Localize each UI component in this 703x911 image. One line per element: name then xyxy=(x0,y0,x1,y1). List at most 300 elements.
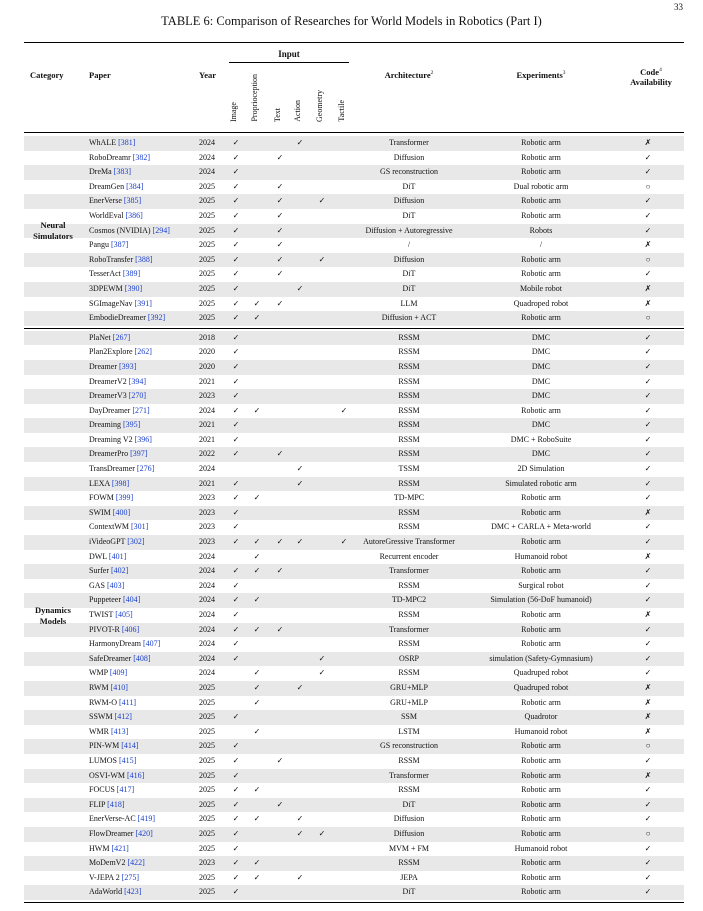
code-header-line1: Code$^4$ xyxy=(640,66,662,77)
paper-name: EnerVerse-AC xyxy=(89,814,136,824)
code-availability-cell: ✓ xyxy=(644,420,652,430)
citation-link[interactable]: [270] xyxy=(128,391,147,401)
year-cell: 2025 xyxy=(199,872,215,882)
architecture-cell: JEPA xyxy=(400,872,418,882)
architecture-cell: Diffusion + ACT xyxy=(381,313,437,323)
experiments-cell: Humanoid robot xyxy=(514,551,568,561)
citation-link[interactable]: [294] xyxy=(152,225,170,235)
input-group-header: Input xyxy=(278,49,300,59)
text-cell: ✓ xyxy=(276,537,284,547)
action-cell: ✓ xyxy=(296,283,304,293)
citation-link[interactable]: [395] xyxy=(123,420,141,430)
paper-cell xyxy=(89,535,145,550)
paper-cell xyxy=(89,360,136,375)
citation-link[interactable]: [415] xyxy=(119,755,137,765)
table-row xyxy=(24,282,684,297)
proprioception-cell: ✓ xyxy=(253,872,261,882)
image-cell: ✓ xyxy=(232,254,240,264)
citation-link[interactable]: [276] xyxy=(136,464,155,474)
proprioception-cell: ✓ xyxy=(253,785,261,795)
image-cell: ✓ xyxy=(232,138,240,147)
paper-name: Dreaming xyxy=(89,420,121,430)
code-availability-cell: ✗ xyxy=(644,712,652,722)
table-row xyxy=(24,827,684,842)
tactile-cell: ✓ xyxy=(340,405,348,415)
paper-name: DreamerV2 xyxy=(89,376,127,386)
citation-link[interactable]: [409] xyxy=(109,668,128,678)
paper-cell xyxy=(89,754,136,769)
category-label-line2: Models xyxy=(39,615,67,626)
year-cell: 2025 xyxy=(199,697,215,707)
paper-name: WhALE xyxy=(89,138,117,147)
citation-link[interactable]: [423] xyxy=(124,887,142,897)
code-availability-cell: ✓ xyxy=(644,405,652,415)
tactile-column-header: Tactile xyxy=(337,100,346,122)
table-row xyxy=(24,798,684,813)
code-availability-cell: ✓ xyxy=(644,225,652,235)
paper-cell xyxy=(89,253,152,268)
experiments-cell: Robotic arm xyxy=(521,537,561,547)
paper-name: Pangu xyxy=(89,240,109,250)
paper-name: Plan2Explore xyxy=(89,347,133,357)
citation-link[interactable]: [414] xyxy=(121,741,139,751)
text-cell: ✓ xyxy=(276,254,284,264)
paper-cell xyxy=(89,696,136,711)
citation-link[interactable]: [398] xyxy=(111,478,130,488)
proprioception-cell: ✓ xyxy=(253,697,261,707)
image-cell: ✓ xyxy=(232,361,240,371)
code-availability-cell: ✓ xyxy=(644,269,652,279)
image-cell: ✓ xyxy=(232,347,240,357)
paper-cell xyxy=(89,681,128,696)
citation-link[interactable]: [405] xyxy=(115,610,133,619)
image-cell: ✓ xyxy=(232,298,240,308)
paper-name: SGImageNav xyxy=(89,298,133,308)
experiments-cell: Robotic arm xyxy=(521,313,561,323)
architecture-cell: DiT xyxy=(402,210,416,220)
architecture-cell: Diffusion xyxy=(393,828,425,838)
year-cell: 2025 xyxy=(199,785,215,795)
paper-cell xyxy=(89,136,135,151)
proprioception-cell: ✓ xyxy=(253,313,261,323)
proprioception-cell: ✓ xyxy=(253,493,261,503)
citation-link[interactable]: [301] xyxy=(131,522,149,532)
paper-name: RoboTransfer xyxy=(89,254,134,264)
code-availability-cell: ✓ xyxy=(644,449,652,459)
experiments-cell: DMC xyxy=(531,332,551,342)
citation-link[interactable]: [416] xyxy=(127,770,145,780)
paper-cell xyxy=(89,885,141,900)
experiments-cell: Robotic arm xyxy=(521,755,561,765)
paper-name: Dreaming V2 xyxy=(89,434,133,444)
citation-link[interactable]: [381] xyxy=(118,138,136,147)
year-cell: 2023 xyxy=(199,858,215,868)
action-column-header: Action xyxy=(293,100,302,122)
table-row xyxy=(24,491,684,506)
image-cell: ✓ xyxy=(232,858,240,868)
year-cell: 2024 xyxy=(199,464,215,474)
table-title: TABLE 6: Comparison of Researches for World Models in Robotics (Part I) xyxy=(161,14,542,28)
table-row xyxy=(24,297,684,312)
text-cell: ✓ xyxy=(276,755,284,765)
citation-link[interactable]: [384] xyxy=(126,181,144,191)
image-cell: ✓ xyxy=(232,770,240,780)
year-cell: 2024 xyxy=(199,595,215,605)
citation-link[interactable]: [383] xyxy=(113,167,131,177)
year-cell: 2025 xyxy=(199,741,215,751)
top-rule xyxy=(24,42,684,43)
category-label-line2: Simulators xyxy=(33,230,73,241)
citation-link[interactable]: [407] xyxy=(142,639,161,649)
citation-link[interactable]: [406] xyxy=(121,624,140,634)
architecture-header xyxy=(344,70,474,80)
architecture-cell: Diffusion xyxy=(393,196,425,206)
citation-link[interactable]: [391] xyxy=(134,298,152,308)
code-availability-cell: ✗ xyxy=(644,697,652,707)
code-availability-cell: ✓ xyxy=(644,858,652,868)
paper-name: RWM-O xyxy=(89,697,117,707)
category-label-line1: Neural xyxy=(40,219,66,230)
paper-cell xyxy=(89,491,133,506)
image-cell: ✓ xyxy=(232,420,240,430)
paper-name: WorldEval xyxy=(89,210,124,220)
citation-link[interactable]: [410] xyxy=(110,682,128,692)
citation-link[interactable]: [404] xyxy=(123,595,141,605)
table-row xyxy=(24,550,684,565)
experiments-cell: DMC xyxy=(531,376,551,386)
experiments-cell: DMC xyxy=(531,449,551,459)
paper-cell xyxy=(89,209,143,224)
image-cell: ✓ xyxy=(232,449,240,459)
citation-link[interactable]: [421] xyxy=(111,843,129,853)
category-label xyxy=(24,220,82,242)
paper-name: FlowDreamer xyxy=(89,828,134,838)
image-cell: ✓ xyxy=(232,181,240,191)
image-cell: ✓ xyxy=(232,434,240,444)
image-cell: ✓ xyxy=(232,595,240,605)
table-row xyxy=(24,652,684,667)
image-cell: ✓ xyxy=(232,566,240,576)
code-availability-cell: ✗ xyxy=(644,138,652,147)
citation-link[interactable]: [382] xyxy=(132,152,151,162)
architecture-cell: RSSM xyxy=(398,391,420,401)
table-row xyxy=(24,331,684,346)
architecture-cell: LSTM xyxy=(398,726,420,736)
year-cell: 2025 xyxy=(199,225,215,235)
code-availability-cell: ✓ xyxy=(644,668,652,678)
experiments-cell: Robotic arm xyxy=(521,167,561,177)
architecture-cell: RSSM xyxy=(398,376,420,386)
image-cell: ✓ xyxy=(232,799,240,809)
paper-cell xyxy=(89,389,146,404)
architecture-cell: AutoreGressive Transformer xyxy=(363,537,455,547)
table-row xyxy=(24,447,684,462)
citation-link[interactable]: [403] xyxy=(107,580,125,590)
experiments-cell: Humanoid robot xyxy=(514,843,568,853)
architecture-cell: DiT xyxy=(402,283,416,293)
experiments-cell: Robotic arm xyxy=(521,799,561,809)
experiments-cell: Quadroped robot xyxy=(513,298,569,308)
image-cell: ✓ xyxy=(232,639,240,649)
geometry-cell: ✓ xyxy=(318,254,326,264)
citation-link[interactable]: [396] xyxy=(134,434,152,444)
architecture-cell: Diffusion xyxy=(393,814,425,824)
paper-name: V-JEPA 2 xyxy=(89,872,120,882)
paper-cell xyxy=(89,798,124,813)
table-row xyxy=(24,311,684,326)
year-cell: 2021 xyxy=(199,376,215,386)
citation-link[interactable]: [262] xyxy=(134,347,152,357)
citation-link[interactable]: [271] xyxy=(132,405,150,415)
table-row xyxy=(24,506,684,521)
year-cell: 2024 xyxy=(199,566,215,576)
experiments-cell: Quadrotor xyxy=(524,712,558,722)
table-row xyxy=(24,710,684,725)
citation-link[interactable]: [401] xyxy=(108,551,127,561)
paper-cell xyxy=(89,769,144,784)
text-cell: ✓ xyxy=(276,152,284,162)
experiments-cell: Robotic arm xyxy=(521,210,561,220)
paper-name: PlaNet xyxy=(89,332,111,342)
code-availability-cell: ✓ xyxy=(644,785,652,795)
table-row xyxy=(24,224,684,239)
paper-name: GAS xyxy=(89,580,106,590)
proprioception-cell: ✓ xyxy=(253,726,261,736)
year-cell: 2025 xyxy=(199,843,215,853)
image-cell: ✓ xyxy=(232,653,240,663)
citation-link[interactable]: [393] xyxy=(118,361,137,371)
citation-link[interactable]: [394] xyxy=(128,376,147,386)
year-cell: 2025 xyxy=(199,770,215,780)
citation-link[interactable]: [418] xyxy=(107,799,125,809)
image-cell: ✓ xyxy=(232,269,240,279)
code-availability-cell: ✓ xyxy=(644,580,652,590)
architecture-cell: Diffusion + Autoregressive xyxy=(365,225,453,235)
paper-name: LEXA xyxy=(89,478,110,488)
image-cell: ✓ xyxy=(232,580,240,590)
paper-name: RoboDreamr xyxy=(89,152,131,162)
year-cell: 2024 xyxy=(199,405,215,415)
paper-cell xyxy=(89,180,143,195)
year-cell: 2025 xyxy=(199,210,215,220)
citation-link[interactable]: [399] xyxy=(115,493,134,503)
code-availability-header xyxy=(620,65,682,87)
code-availability-cell: ✗ xyxy=(644,682,652,692)
paper-cell xyxy=(89,418,140,433)
code-availability-cell: ○ xyxy=(645,828,651,838)
code-availability-cell: ✓ xyxy=(644,522,652,532)
paper-cell xyxy=(89,783,134,798)
experiments-cell: Robotic arm xyxy=(521,269,561,279)
paper-name: MoDemV2 xyxy=(89,858,126,868)
architecture-cell: Diffusion xyxy=(393,254,425,264)
paper-name: ContextWM xyxy=(89,522,129,532)
citation-link[interactable]: [390] xyxy=(124,283,143,293)
paper-name: RWM xyxy=(89,682,109,692)
table-row xyxy=(24,842,684,857)
experiments-cell: Simulation (56-DoF humanoid) xyxy=(490,595,592,605)
architecture-cell: TSSM xyxy=(398,464,420,474)
architecture-cell: DiT xyxy=(402,181,416,191)
image-cell: ✓ xyxy=(232,814,240,824)
architecture-cell: TD-MPC xyxy=(393,493,425,503)
experiments-footnote-mark: 3 xyxy=(562,70,566,77)
architecture-cell: RSSM xyxy=(398,785,420,795)
table-row xyxy=(24,637,684,652)
image-cell: ✓ xyxy=(232,478,240,488)
year-cell: 2024 xyxy=(199,551,215,561)
experiments-cell: Robotic arm xyxy=(521,196,561,206)
experiments-cell: DMC xyxy=(531,420,551,430)
paper-cell xyxy=(89,311,165,326)
action-cell: ✓ xyxy=(296,537,304,547)
year-cell: 2024 xyxy=(199,167,215,177)
image-cell: ✓ xyxy=(232,887,240,897)
architecture-cell: GRU+MLP xyxy=(390,697,428,707)
architecture-cell: LLM xyxy=(400,298,418,308)
paper-cell xyxy=(89,550,126,565)
architecture-cell: RSSM xyxy=(398,668,420,678)
text-cell: ✓ xyxy=(276,181,284,191)
code-availability-cell: ✓ xyxy=(644,376,652,386)
text-cell: ✓ xyxy=(276,240,284,250)
code-availability-cell: ✓ xyxy=(644,653,652,663)
paper-name: HWM xyxy=(89,843,110,853)
year-cell: 2018 xyxy=(199,332,215,342)
paper-name: EmbodieDreamer xyxy=(89,313,146,323)
paper-name: Dreamer xyxy=(89,361,117,371)
paper-cell xyxy=(89,238,128,253)
year-cell: 2024 xyxy=(199,668,215,678)
experiments-cell: Simulated robotic arm xyxy=(505,478,577,488)
citation-link[interactable]: [267] xyxy=(112,332,131,342)
experiments-cell: Robotic arm xyxy=(521,872,561,882)
citation-link[interactable]: [411] xyxy=(119,697,137,707)
image-cell: ✓ xyxy=(232,225,240,235)
architecture-cell: SSM xyxy=(400,712,417,722)
experiments-cell: Quadruped robot xyxy=(513,682,569,692)
year-cell: 2022 xyxy=(199,449,215,459)
geometry-cell: ✓ xyxy=(318,196,326,206)
image-cell: ✓ xyxy=(232,405,240,415)
citation-link[interactable]: [422] xyxy=(127,858,145,868)
experiments-cell: Robotic arm xyxy=(521,814,561,824)
citation-link[interactable]: [392] xyxy=(147,313,166,323)
paper-cell xyxy=(89,165,131,180)
paper-name: Surfer xyxy=(89,566,109,576)
image-cell: ✓ xyxy=(232,313,240,323)
table-row xyxy=(24,769,684,784)
citation-link[interactable]: [419] xyxy=(137,814,155,824)
year-cell: 2023 xyxy=(199,537,215,547)
code-header-line2: Availability xyxy=(630,76,672,87)
action-cell: ✓ xyxy=(296,138,304,147)
citation-link[interactable]: [400] xyxy=(112,507,131,517)
paper-cell xyxy=(89,564,128,579)
paper-cell xyxy=(89,297,152,312)
experiments-cell: DMC xyxy=(531,361,551,371)
paper-name: Puppeteer xyxy=(89,595,121,605)
paper-cell xyxy=(89,842,129,857)
experiments-cell: Robotic arm xyxy=(521,785,561,795)
year-cell: 2023 xyxy=(199,507,215,517)
year-cell: 2025 xyxy=(199,283,215,293)
citation-link[interactable]: [420] xyxy=(135,828,153,838)
paper-cell xyxy=(89,331,130,346)
architecture-cell: RSSM xyxy=(398,639,420,649)
table-row xyxy=(24,165,684,180)
architecture-cell: Recurrent encoder xyxy=(379,551,439,561)
citation-link[interactable]: [302] xyxy=(127,537,145,547)
paper-name: DWL xyxy=(89,551,107,561)
citation-link[interactable]: [408] xyxy=(133,653,151,663)
year-cell: 2024 xyxy=(199,653,215,663)
architecture-cell: TD-MPC2 xyxy=(391,595,427,605)
text-cell: ✓ xyxy=(276,624,284,634)
code-availability-cell: ✓ xyxy=(644,361,652,371)
category-header: Category xyxy=(30,70,64,80)
image-cell: ✓ xyxy=(232,828,240,838)
code-availability-cell: ✓ xyxy=(644,478,652,488)
citation-link[interactable]: [275] xyxy=(121,872,140,882)
year-cell: 2023 xyxy=(199,522,215,532)
proprioception-cell: ✓ xyxy=(253,405,261,415)
architecture-cell: RSSM xyxy=(398,522,420,532)
paper-cell xyxy=(89,739,139,754)
citation-link[interactable]: [413] xyxy=(111,726,129,736)
table-row xyxy=(24,375,684,390)
table-row xyxy=(24,194,684,209)
citation-link[interactable]: [397] xyxy=(130,449,148,459)
action-cell: ✓ xyxy=(296,872,304,882)
paper-cell xyxy=(89,267,140,282)
architecture-header-label: Architecture xyxy=(384,70,431,80)
text-cell: ✓ xyxy=(276,225,284,235)
citation-link[interactable]: [388] xyxy=(135,254,153,264)
code-availability-cell: ✓ xyxy=(644,537,652,547)
citation-link[interactable]: [385] xyxy=(123,196,142,206)
table-row xyxy=(24,209,684,224)
code-availability-cell: ○ xyxy=(645,254,651,264)
image-cell: ✓ xyxy=(232,610,240,619)
architecture-cell: GS reconstruction xyxy=(380,167,438,177)
year-cell: 2025 xyxy=(199,682,215,692)
image-cell: ✓ xyxy=(232,755,240,765)
architecture-cell: RSSM xyxy=(398,361,420,371)
citation-link[interactable]: [386] xyxy=(125,210,143,220)
year-cell: 2024 xyxy=(199,610,215,619)
citation-link[interactable]: [402] xyxy=(111,566,129,576)
citation-link[interactable]: [387] xyxy=(111,240,129,250)
citation-link[interactable]: [412] xyxy=(114,712,132,722)
text-cell: ✓ xyxy=(276,449,284,459)
citation-link[interactable]: [389] xyxy=(122,269,141,279)
table-row xyxy=(24,267,684,282)
experiments-cell: Robotic arm xyxy=(521,493,561,503)
architecture-cell: RSSM xyxy=(398,478,420,488)
image-cell: ✓ xyxy=(232,785,240,795)
year-cell: 2024 xyxy=(199,580,215,590)
code-availability-cell: ✗ xyxy=(644,726,652,736)
experiments-cell: Robotic arm xyxy=(521,858,561,868)
citation-link[interactable]: [417] xyxy=(116,785,135,795)
paper-header: Paper xyxy=(89,70,111,80)
paper-cell xyxy=(89,282,142,297)
code-availability-cell: ✓ xyxy=(644,347,652,357)
image-cell: ✓ xyxy=(232,152,240,162)
paper-name: FLIP xyxy=(89,799,106,809)
table-row xyxy=(24,725,684,740)
